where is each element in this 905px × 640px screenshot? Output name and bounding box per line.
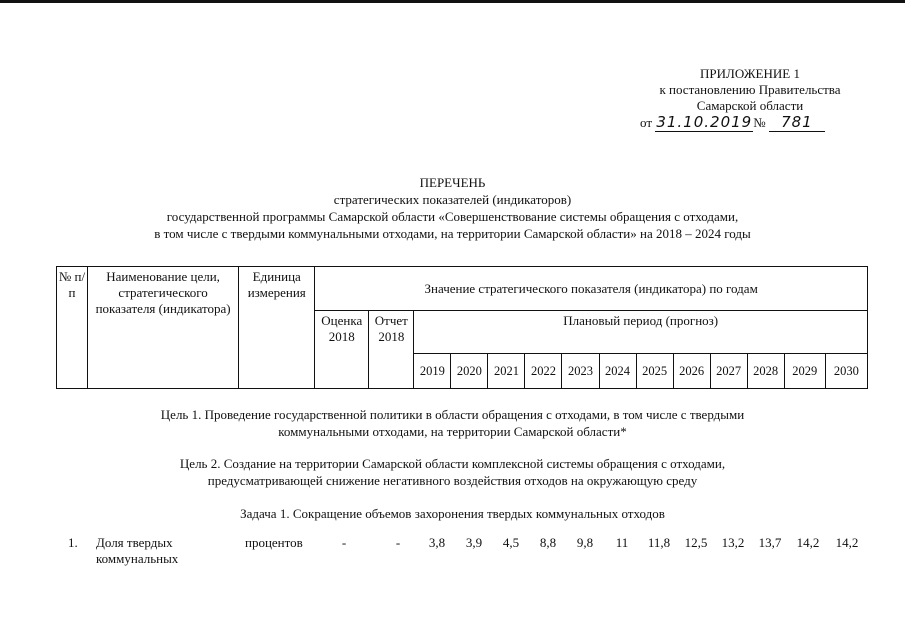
title-line4: в том числе с твердыми коммунальными отходами, на территории Самарской области» на 2018 – 2024 годы <box>154 226 751 241</box>
row-value: 14,2 <box>796 535 820 550</box>
goal-1-line2: коммунальными отходами, на территории Самарской области* <box>278 424 627 439</box>
year-cell: 2028 <box>747 354 784 389</box>
appendix-line3: Самарской области <box>696 98 804 113</box>
goal-1 <box>0 406 905 440</box>
year-cell: 2023 <box>562 354 599 389</box>
year-cell: 2024 <box>599 354 636 389</box>
year-cell: 2027 <box>710 354 747 389</box>
header-no: № п/п <box>57 267 88 389</box>
goal-1-line1: Цель 1. Проведение государственной политики в области обращения с отходами, в том числе с твердыми <box>160 407 745 422</box>
row-number: 1. <box>68 535 78 550</box>
header-values: Значение стратегического показателя (индикатора) по годам <box>315 267 868 311</box>
year-cell: 2030 <box>825 354 867 389</box>
appendix-date: 31.10.2019 <box>656 113 753 131</box>
goal-2 <box>0 455 905 489</box>
scan-top-border <box>0 0 905 3</box>
appendix-from: от <box>640 115 653 130</box>
header-estimate: Оценка 2018 <box>315 311 369 389</box>
year-cell: 2029 <box>784 354 825 389</box>
title-line1: ПЕРЕЧЕНЬ <box>419 175 486 190</box>
document-title <box>0 174 905 242</box>
row-name-line2: коммунальных <box>96 551 179 566</box>
appendix-no: № <box>753 115 766 130</box>
header-plan: Плановый период (прогноз) <box>414 311 868 354</box>
appendix-title: ПРИЛОЖЕНИЕ 1 <box>700 66 800 81</box>
goal-2-line1: Цель 2. Создание на территории Самарской области комплексной системы обращения с отходами, <box>179 456 726 471</box>
row-value: 13,2 <box>721 535 745 550</box>
row-value: 11 <box>615 535 629 550</box>
title-line2: стратегических показателей (индикаторов) <box>333 192 572 207</box>
row-estimate: - <box>341 535 347 550</box>
task-1 <box>0 505 905 522</box>
row-value: 13,7 <box>758 535 782 550</box>
row-name-line1: Доля твердых <box>96 535 173 550</box>
appendix-number: 781 <box>769 113 825 132</box>
indicators-table-header <box>56 266 868 389</box>
row-value: 3,9 <box>465 535 483 550</box>
row-value: 12,5 <box>684 535 708 550</box>
year-cell: 2025 <box>636 354 673 389</box>
table-row <box>0 535 905 575</box>
row-value: 11,8 <box>647 535 671 550</box>
row-value: 3,8 <box>428 535 446 550</box>
header-report: Отчет 2018 <box>369 311 414 389</box>
year-cell: 2020 <box>451 354 488 389</box>
title-line3: государственной программы Самарской области «Совершенствование системы обращения с отходами, <box>166 209 739 224</box>
year-cell: 2021 <box>488 354 525 389</box>
year-cell: 2022 <box>525 354 562 389</box>
task-1-text: Задача 1. Сокращение объемов захоронения твердых коммунальных отходов <box>240 506 665 521</box>
header-name: Наименование цели, стратегического показателя (индикатора) <box>88 267 239 389</box>
appendix-date-line <box>640 113 825 132</box>
row-report: - <box>395 535 401 550</box>
row-value: 8,8 <box>539 535 557 550</box>
year-cell: 2026 <box>673 354 710 389</box>
row-value: 9,8 <box>576 535 594 550</box>
row-value: 14,2 <box>835 535 859 550</box>
appendix-line2: к постановлению Правительства <box>659 82 841 97</box>
goal-2-line2: предусматривающей снижение негативного воздействия отходов на окружающую среду <box>207 473 698 488</box>
appendix-block <box>600 66 900 114</box>
row-value: 4,5 <box>502 535 520 550</box>
year-cell: 2019 <box>414 354 451 389</box>
row-unit: процентов <box>245 535 303 550</box>
header-unit: Единица измерения <box>239 267 315 389</box>
